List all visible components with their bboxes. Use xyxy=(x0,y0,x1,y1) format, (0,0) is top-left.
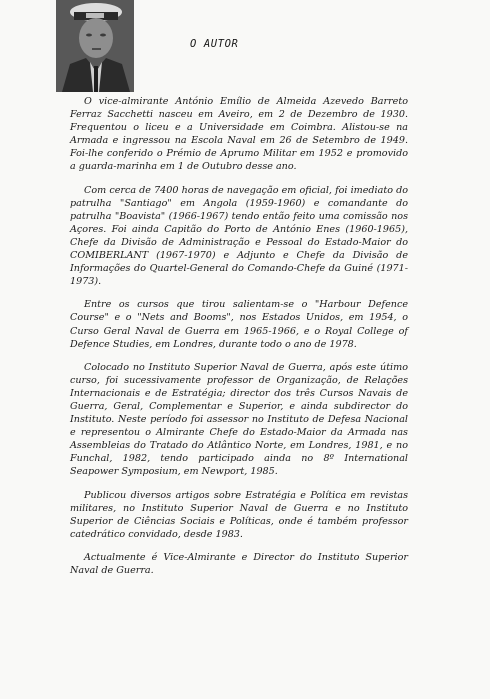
paragraph: O vice-almirante António Emílio de Almeida Azevedo Barreto Ferraz Sacchetti nasceu em Aveiro, em 2 de Dezembro de 1930. Frequentou o liceu e a Universidade em Coimbra. Alistou-se na Armada e ingressou na Escola Naval em 26 de Setembro de 1949. Foi-lhe conferido o Prémio de Aprumo Militar em 1952 e promovido a guarda-marinha em 1 de Outubro desse ano. xyxy=(70,96,408,173)
document-heading: O AUTOR xyxy=(190,38,239,50)
paragraph: Colocado no Instituto Superior Naval de Guerra, após este útimo curso, foi sucessivamente professor de Organização, de Relações Internacionais e de Estratégia; director dos três Cursos Navais de Guerra, Geral, Complementar e Superior, e ainda subdirector do Instituto. Neste período foi assessor no Instituto de Defesa Nacional e representou o Almirante Chefe do Estado-Maior da Armada nas Assembleias do Tratado do Atlântico Norte, em Londres, 1981, e no Funchal, 1982, tendo participado ainda no 8º International Seapower Symposium, em Newport, 1985. xyxy=(70,361,408,478)
paragraph: Entre os cursos que tirou salientam-se o "Harbour Defence Course" e o "Nets and Booms", nos Estados Unidos, em 1954, o Curso Geral Naval de Guerra em 1965-1966, e o Royal College of Defence Studies, em Londres, durante todo o ano de 1978. xyxy=(70,299,408,350)
paragraph: Com cerca de 7400 horas de navegação em oficial, foi imediato do patrulha "Santiago" em Angola (1959-1960) e comandante do patrulha "Boavista" (1966-1967) tendo então feito uma comissão nos Açores. Foi ainda Capitão do Porto de António Enes (1960-1965), Chefe da Divisão de Administração e Pessoal do Estado-Maior do COMIBERLANT (1967-1970) e Adjunto e Chefe da Divisão de Informações do Quartel-General do Comando-Chefe da Guiné (1971-1973). xyxy=(70,184,408,288)
author-portrait-photo xyxy=(56,0,134,92)
paragraph: Publicou diversos artigos sobre Estratégia e Política em revistas militares, no Instituto Superior Naval de Guerra e no Instituto Superior de Ciências Sociais e Políticas, onde é também professor catedrático convidado, desde 1983. xyxy=(70,489,408,540)
document-body xyxy=(70,95,408,587)
paragraph: Actualmente é Vice-Almirante e Director do Instituto Superior Naval de Guerra. xyxy=(70,551,408,576)
